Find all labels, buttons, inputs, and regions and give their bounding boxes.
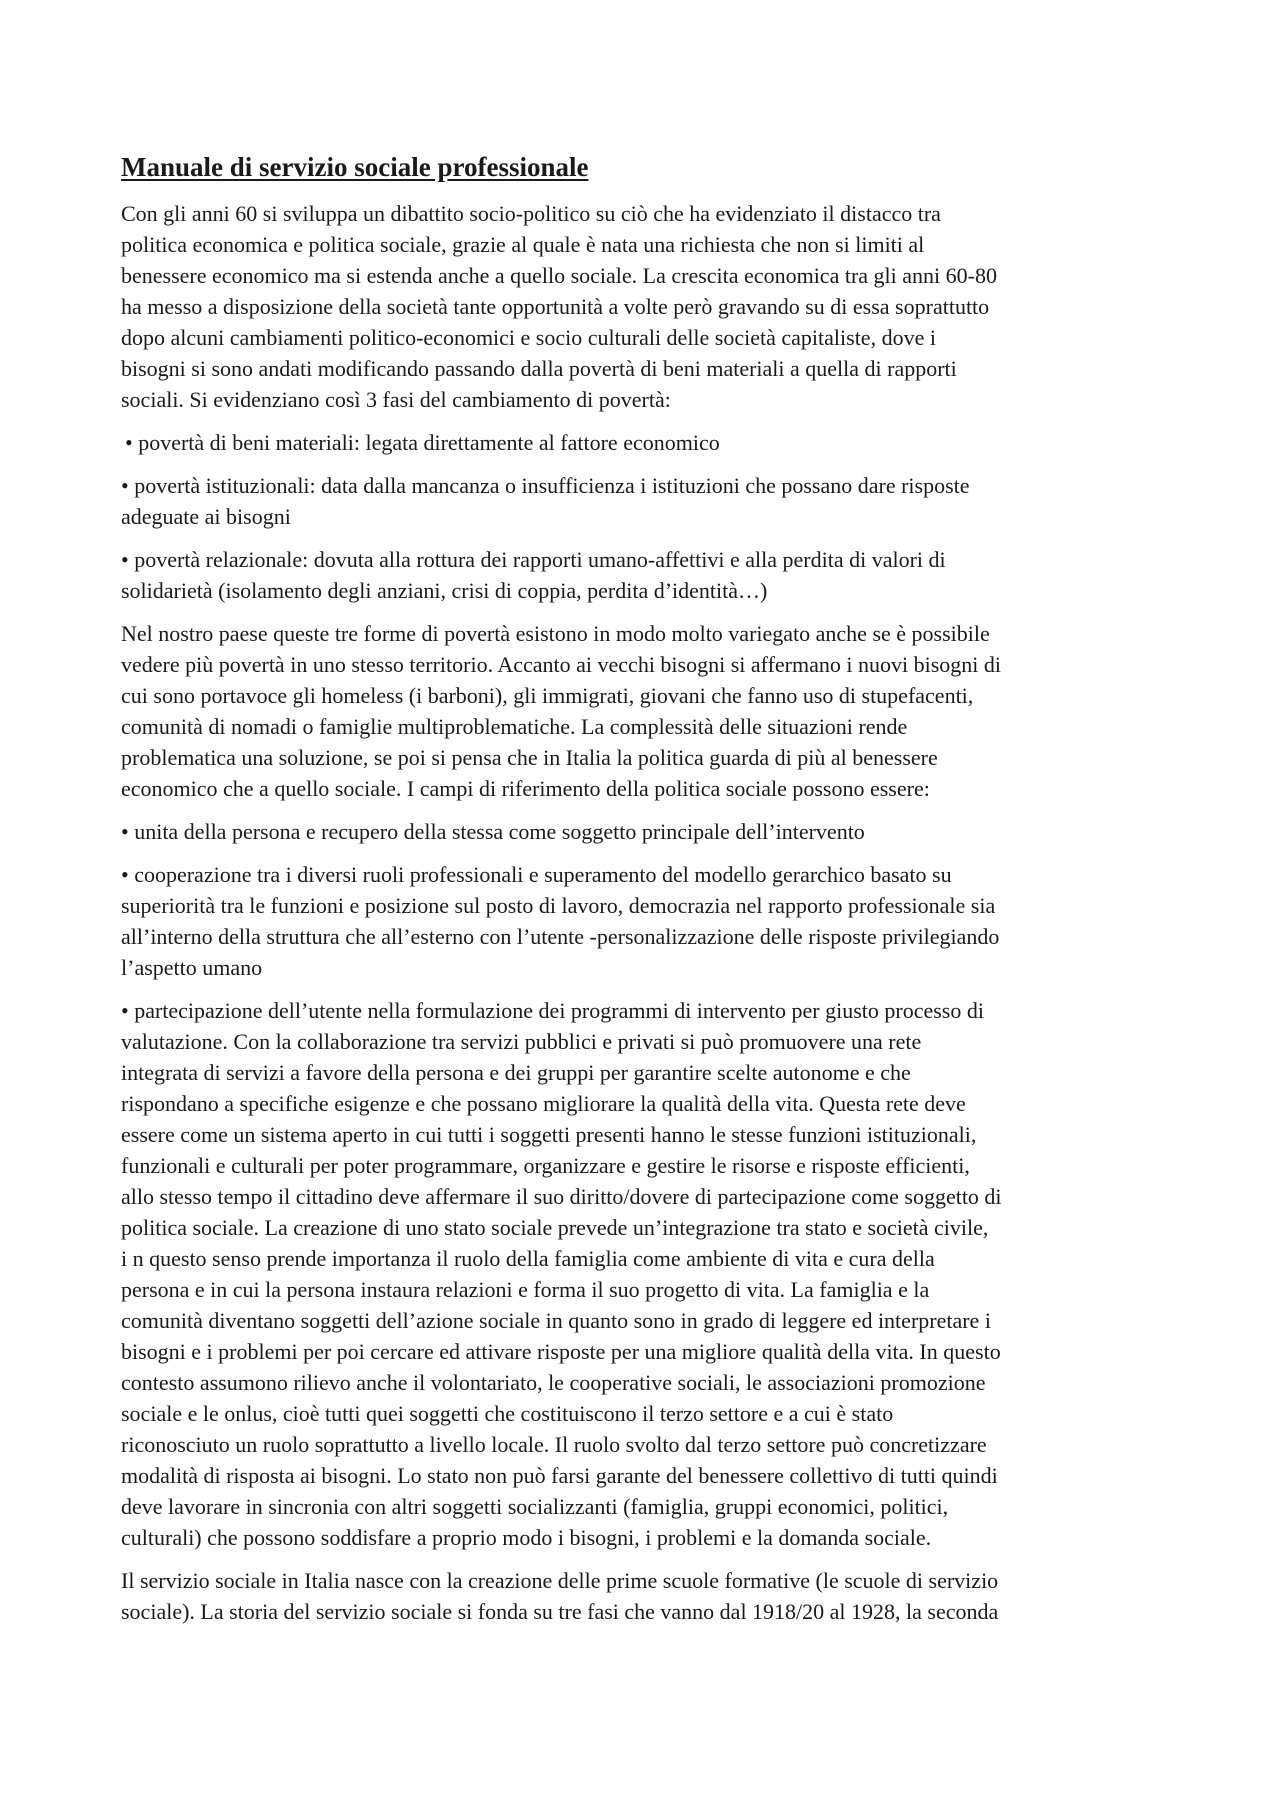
text-line: • povertà istituzionali: data dalla mancanza o insufficienza i istituzioni che possano dare risposte: [121, 473, 970, 498]
paragraph: [121, 427, 1161, 458]
text-line: modalità di risposta ai bisogni. Lo stato non può farsi garante del benessere collettivo di tutti quindi: [121, 1463, 998, 1488]
text-line: integrata di servizi a favore della persona e dei gruppi per garantire scelte autonome e che: [121, 1060, 911, 1085]
text-line: politica sociale. La creazione di uno stato sociale prevede un’integrazione tra stato e società civile,: [121, 1215, 989, 1240]
document-page: [121, 150, 1161, 1639]
text-line: • unita della persona e recupero della stessa come soggetto principale dell’intervento: [121, 819, 865, 844]
text-line: Il servizio sociale in Italia nasce con la creazione delle prime scuole formative (le scuole di servizio: [121, 1568, 999, 1593]
text-line: problematica una soluzione, se poi si pensa che in Italia la politica guarda di più al benessere: [121, 745, 938, 770]
text-line: l’aspetto umano: [121, 955, 263, 980]
paragraph: [121, 1565, 1161, 1627]
text-line: bisogni si sono andati modificando passando dalla povertà di beni materiali a quella di rapporti: [121, 356, 957, 381]
text-line: deve lavorare in sincronia con altri soggetti socializzanti (famiglia, gruppi economici, politici,: [121, 1494, 949, 1519]
paragraph: [121, 544, 1161, 606]
text-line: benessere economico ma si estenda anche a quello sociale. La crescita economica tra gli anni 60-80: [121, 263, 997, 288]
text-line: valutazione. Con la collaborazione tra servizi pubblici e privati si può promuovere una rete: [121, 1029, 922, 1054]
text-line: allo stesso tempo il cittadino deve affermare il suo diritto/dovere di partecipazione come soggetto di: [121, 1184, 1002, 1209]
text-line: • cooperazione tra i diversi ruoli professionali e superamento del modello gerarchico basato su: [121, 862, 952, 887]
paragraph: [121, 470, 1161, 532]
text-line: contesto assumono rilievo anche il volontariato, le cooperative sociali, le associazioni promozione: [121, 1370, 986, 1395]
text-line: solidarietà (isolamento degli anziani, crisi di coppia, perdita d’identità…): [121, 578, 768, 603]
text-line: essere come un sistema aperto in cui tutti i soggetti presenti hanno le stesse funzioni istituzionali,: [121, 1122, 977, 1147]
text-line: vedere più povertà in uno stesso territorio. Accanto ai vecchi bisogni si affermano i nuovi bisogni di: [121, 652, 1001, 677]
paragraph: [121, 859, 1161, 983]
text-line: sociali. Si evidenziano così 3 fasi del cambiamento di povertà:: [121, 387, 671, 412]
text-line: cui sono portavoce gli homeless (i barboni), gli immigrati, giovani che fanno uso di stupefacenti,: [121, 683, 974, 708]
text-line: politica economica e politica sociale, grazie al quale è nata una richiesta che non si limiti al: [121, 232, 925, 257]
text-line: funzionali e culturali per poter programmare, organizzare e gestire le risorse e risposte efficienti,: [121, 1153, 970, 1178]
paragraph: [121, 816, 1161, 847]
text-line: Nel nostro paese queste tre forme di povertà esistono in modo molto variegato anche se è possibile: [121, 621, 990, 646]
paragraph: [121, 198, 1161, 415]
text-line: ha messo a disposizione della società tante opportunità a volte però gravando su di essa soprattutto: [121, 294, 990, 319]
text-line: comunità diventano soggetti dell’azione sociale in quanto sono in grado di leggere ed interpretare i: [121, 1308, 991, 1333]
text-line: superiorità tra le funzioni e posizione sul posto di lavoro, democrazia nel rapporto professionale sia: [121, 893, 996, 918]
text-line: all’interno della struttura che all’esterno con l’utente -personalizzazione delle risposte privilegiando: [121, 924, 1000, 949]
text-line: • povertà di beni materiali: legata direttamente al fattore economico: [125, 430, 720, 455]
text-line: comunità di nomadi o famiglie multiproblematiche. La complessità delle situazioni rende: [121, 714, 908, 739]
text-line: • partecipazione dell’utente nella formulazione dei programmi di intervento per giusto processo di: [121, 998, 984, 1023]
document-title: Manuale di servizio sociale professionale: [121, 152, 589, 182]
text-line: culturali) che possono soddisfare a proprio modo i bisogni, i problemi e la domanda sociale.: [121, 1525, 932, 1550]
text-line: economico che a quello sociale. I campi di riferimento della politica sociale possono essere:: [121, 776, 930, 801]
text-line: • povertà relazionale: dovuta alla rottura dei rapporti umano-affettivi e alla perdita di valori di: [121, 547, 946, 572]
paragraph: [121, 995, 1161, 1553]
text-line: sociale e le onlus, cioè tutti quei soggetti che costituiscono il terzo settore e a cui è stato: [121, 1401, 894, 1426]
document-body: [121, 198, 1161, 1627]
text-line: dopo alcuni cambiamenti politico-economici e socio culturali delle società capitaliste, dove i: [121, 325, 936, 350]
text-line: riconosciuto un ruolo soprattutto a livello locale. Il ruolo svolto dal terzo settore può concretizzare: [121, 1432, 987, 1457]
text-line: bisogni e i problemi per poi cercare ed attivare risposte per una migliore qualità della vita. In questo: [121, 1339, 1001, 1364]
text-line: i n questo senso prende importanza il ruolo della famiglia come ambiente di vita e cura della: [121, 1246, 935, 1271]
text-line: persona e in cui la persona instaura relazioni e forma il suo progetto di vita. La famiglia e la: [121, 1277, 930, 1302]
paragraph: [121, 618, 1161, 804]
text-line: rispondano a specifiche esigenze e che possano migliorare la qualità della vita. Questa rete deve: [121, 1091, 966, 1116]
text-line: adeguate ai bisogni: [121, 504, 291, 529]
text-line: sociale). La storia del servizio sociale si fonda su tre fasi che vanno dal 1918/20 al 1928, la seconda: [121, 1599, 999, 1624]
text-line: Con gli anni 60 si sviluppa un dibattito socio-politico su ciò che ha evidenziato il distacco tra: [121, 201, 941, 226]
